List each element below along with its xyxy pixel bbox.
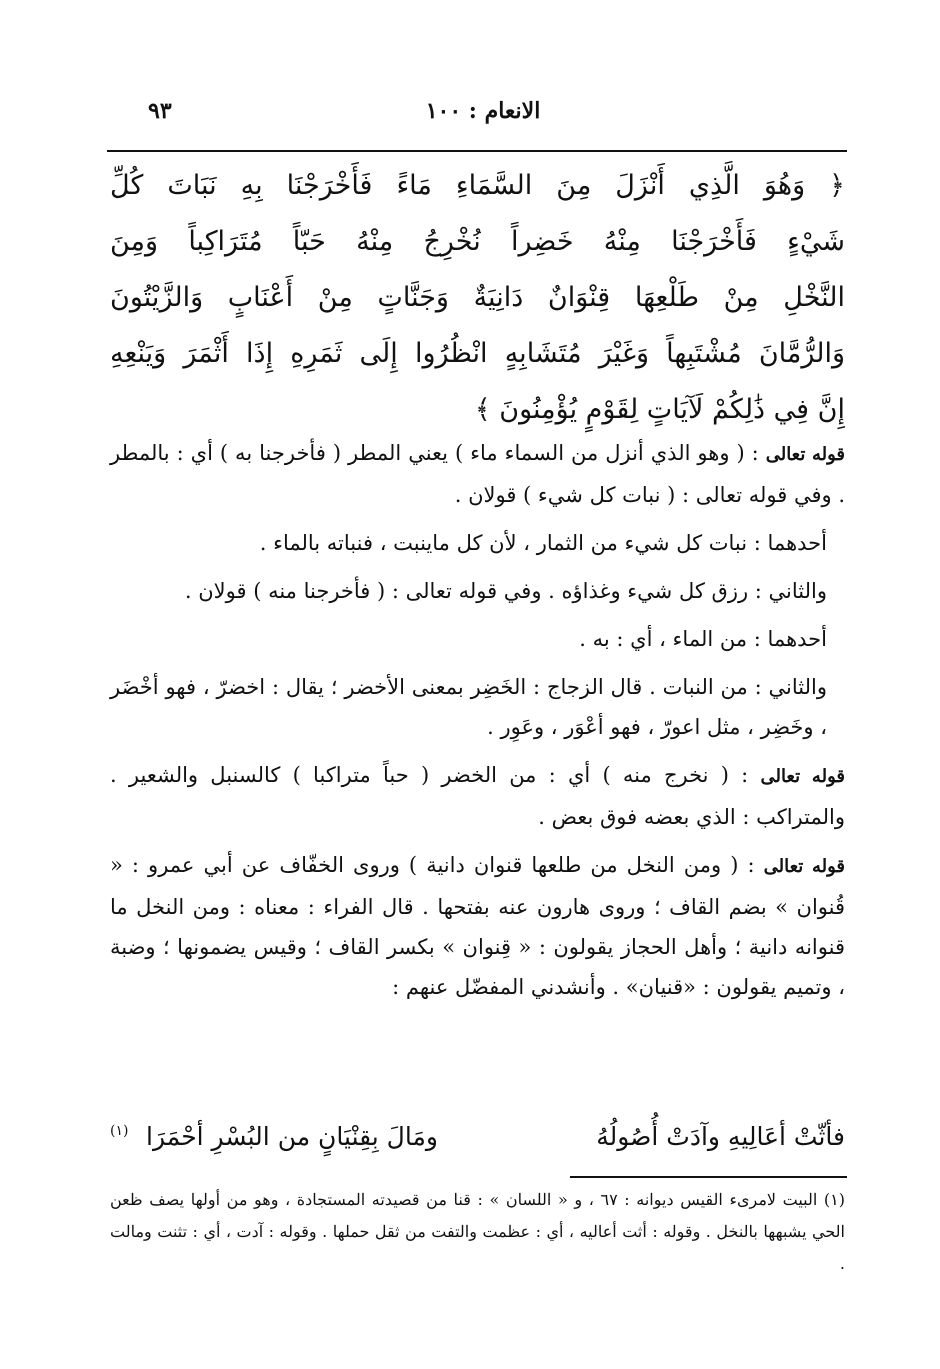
quran-verse-block (110, 158, 845, 438)
poetry-verse (110, 1115, 845, 1159)
page-number: ٩٣ (148, 98, 172, 124)
verse-line: شَيْءٍ فَأَخْرَجْنَا مِنْهُ خَضِراً نُخْرِجُ مِنْهُ حَبّاً مُتَرَاكِباً وَمِنَ (110, 226, 845, 257)
surah-reference: الانعام : ١٠٠ (425, 98, 541, 124)
paragraph-lead: قوله تعالى (760, 766, 845, 787)
paragraph-lead: قوله تعالى (763, 856, 845, 877)
poetry-hemistich-first: فأثّتْ أعَالِيهِ وآدَتْ أُصُولُهُ (596, 1122, 845, 1151)
commentary-paragraph: أحدهما : نبات كل شيء من الثمار ، لأن كل ماينبت ، فنباته بالماء . (259, 531, 827, 555)
verse-line: إِنَّ فِي ذَٰلِكُمْ لَآيَاتٍ لِقَوْمٍ يُؤْمِنُونَ ﴾ (474, 394, 845, 425)
header-rule (107, 150, 847, 152)
commentary-paragraph (110, 755, 845, 837)
verse-line: وَالرُّمَّانَ مُشْتَبِهاً وَغَيْرَ مُتَشَابِهٍ انْظُرُوا إِلَى ثَمَرِهِ إِذَا أَثْمَرَ وَيَنْعِهِ (110, 338, 845, 369)
verse-line: النَّخْلِ مِنْ طَلْعِهَا قِنْوَانٌ دَانِيَةٌ وَجَنَّاتٍ مِنْ أَعْنَابٍ وَالزَّيْتُونَ (110, 282, 845, 313)
commentary-paragraph: والثاني : من النبات . قال الزجاج : الخَضِر بمعنى الأخضر ؛ يقال : اخضرّ ، فهو أخْضَر ، وخَضِر ، مثل اعورّ ، فهو أعْوَر ، وعَوِر . (110, 675, 827, 739)
paragraph-lead: قوله تعالى (765, 444, 845, 465)
verse-line: ﴿ وَهُوَ الَّذِي أَنْزَلَ مِنَ السَّمَاءِ مَاءً فَأَخْرَجْنَا بِهِ نَبَاتَ كُلِّ (110, 170, 845, 201)
poetry-hemistich-second: ومَالَ بِقِنْيَانٍ من البُسْرِ أحْمَرَا (146, 1122, 438, 1151)
paragraph-text: : ( ومن النخل من طلعها قنوان دانية ) وروى الخفّاف عن أبي عمرو : « قُنوان » بضم القاف ؛ وروى هارون عنه بفتحها . قال الفراء : معناه : ومن النخل ما قنوانه دانية ؛ وأهل الحجاز يقولون : « قِنوان » بكسر القاف ؛ وقيس يضمونها ؛ وضبة ، وتميم يقولون : «قنيان» . وأنشدني المفضّل عنهم : (110, 853, 845, 999)
paragraph-text: : ( وهو الذي أنزل من السماء ماء ) يعني المطر ( فأخرجنا به ) أي : بالمطر . وفي قوله تعالى : ( نبات كل شيء ) قولان . (110, 441, 845, 507)
footnote: (١) البيت لامرىء القيس ديوانه : ٦٧ ، و « اللسان » : قنا من قصيدته المستجادة ، وهو من أولها يصف ظعن الحي يشبهها بالنخل . وقوله : أثت أعاليه ، أي : عظمت والتفت من ثقل حملها . وقوله : آدت ، أي : تثنت ومالت . (110, 1190, 845, 1273)
commentary (110, 433, 845, 1015)
footnotes (110, 1184, 845, 1280)
footnote-rule (570, 1176, 847, 1178)
commentary-paragraph: أحدهما : من الماء ، أي : به . (579, 627, 827, 651)
commentary-paragraph (110, 845, 845, 1007)
commentary-paragraph: والثاني : رزق كل شيء وغذاؤه . وفي قوله تعالى : ( فأخرجنا منه ) قولان . (184, 579, 827, 603)
paragraph-text: : ( نخرج منه ) أي : من الخضر ( حباً متراكبا ) كالسنبل والشعير . والمتراكب : الذي بعضه فوق بعض . (110, 763, 845, 829)
commentary-paragraph (110, 433, 845, 515)
footnote-marker: (١) (110, 1123, 129, 1139)
running-header (138, 98, 828, 138)
